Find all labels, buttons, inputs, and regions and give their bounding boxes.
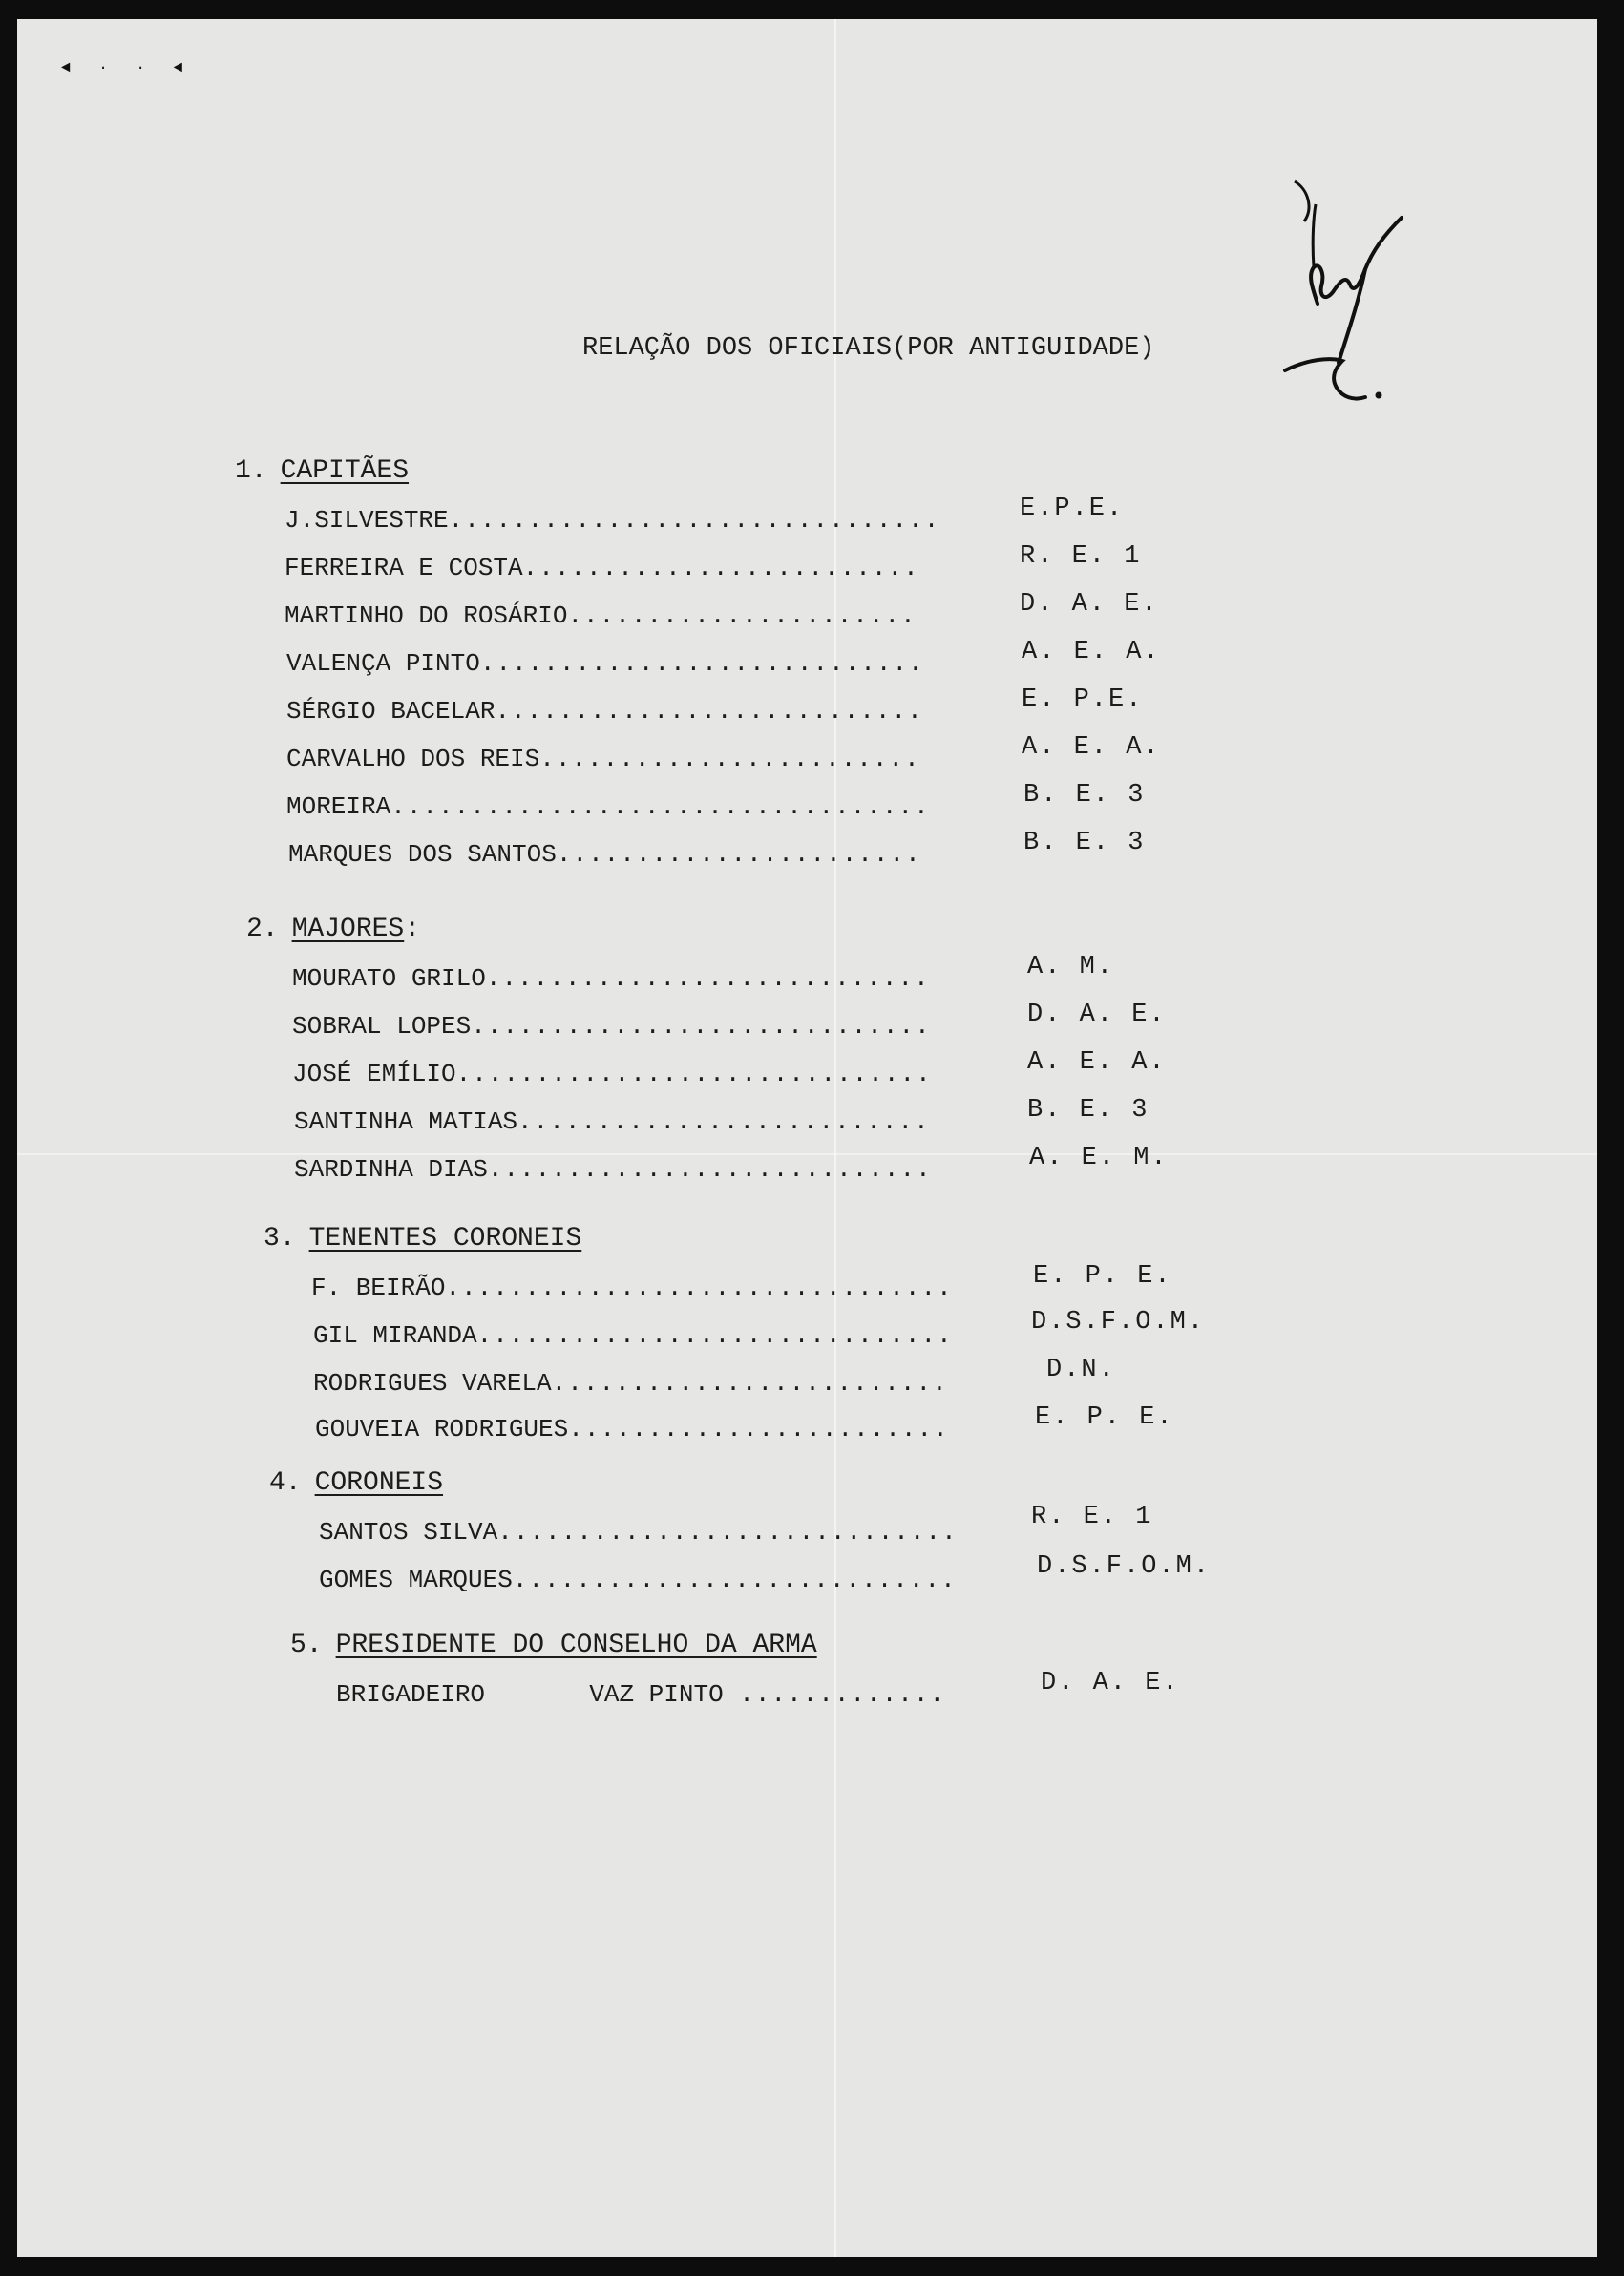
table-row	[292, 1060, 932, 1088]
officer-name: JOSÉ EMÍLIO	[292, 1060, 456, 1088]
officer-name: SÉRGIO BACELAR	[286, 697, 496, 726]
table-row	[285, 506, 939, 535]
table-row	[319, 1518, 958, 1547]
unit-code: A. E. M.	[1029, 1144, 1169, 1172]
table-row	[286, 697, 923, 726]
section-heading-3	[264, 1224, 581, 1254]
unit-code: D. A. E.	[1041, 1669, 1180, 1697]
document-page	[17, 19, 1597, 2257]
section-number: 4.	[269, 1468, 302, 1498]
leader-dots: .............	[723, 1680, 946, 1709]
officer-name: SOBRAL LOPES	[292, 1012, 472, 1041]
officer-name: VALENÇA PINTO	[286, 649, 480, 678]
leader-dots: ..............................	[455, 1060, 932, 1088]
section-number: 2.	[246, 915, 279, 944]
document-title: RELAÇÃO DOS OFICIAIS(POR ANTIGUIDADE)	[582, 334, 1155, 363]
officer-name: J.SILVESTRE	[285, 506, 449, 535]
section-heading-2	[246, 915, 420, 944]
section-heading-4	[269, 1468, 443, 1498]
section-title: TENENTES CORONEIS	[308, 1224, 582, 1254]
leader-dots: ..........................	[517, 1107, 930, 1136]
unit-code: D.N.	[1046, 1356, 1116, 1384]
table-row	[294, 1155, 932, 1184]
leader-dots: .......................	[556, 840, 921, 869]
table-row	[313, 1321, 953, 1350]
officer-name: GIL MIRANDA	[313, 1321, 477, 1350]
section-number: 3.	[264, 1224, 296, 1254]
leader-dots: ..............................	[476, 1321, 953, 1350]
table-row	[285, 601, 917, 630]
section-title: MAJORES	[291, 915, 405, 944]
officer-name: MOREIRA	[286, 792, 391, 821]
section-number: 5.	[290, 1631, 323, 1660]
officer-name: BRIGADEIRO VAZ PINTO	[336, 1680, 724, 1709]
leader-dots: .........................	[551, 1369, 948, 1398]
leader-dots: .............................	[471, 1012, 931, 1041]
section-heading-1	[235, 456, 409, 486]
unit-code: D.S.F.O.M.	[1031, 1308, 1206, 1337]
unit-code: A. E. A.	[1022, 638, 1161, 666]
officer-name: MOURATO GRILO	[292, 964, 486, 993]
unit-code: E. P.E.	[1022, 685, 1144, 714]
unit-code: D.S.F.O.M.	[1037, 1552, 1212, 1581]
leader-dots: ..................................	[390, 792, 930, 821]
unit-code: R. E. 1	[1031, 1503, 1153, 1531]
table-row	[286, 745, 920, 773]
table-row	[286, 792, 930, 821]
table-row	[311, 1274, 953, 1302]
leader-dots: ............................	[479, 649, 924, 678]
unit-code: A. E. A.	[1027, 1048, 1167, 1077]
officer-name: SANTOS SILVA	[319, 1518, 498, 1547]
leader-dots: ........................	[568, 1415, 949, 1444]
table-row	[292, 1012, 931, 1041]
officer-name: GOUVEIA RODRIGUES	[315, 1415, 569, 1444]
table-row	[288, 840, 921, 869]
leader-dots: .........................	[522, 554, 919, 582]
table-row	[319, 1566, 957, 1594]
unit-code: B. E. 3	[1027, 1096, 1149, 1125]
unit-code: R. E. 1	[1020, 542, 1142, 571]
table-row	[286, 649, 924, 678]
unit-code: A. E. A.	[1022, 733, 1161, 762]
leader-dots: ............................	[485, 964, 930, 993]
leader-dots: ...............................	[448, 506, 940, 535]
corner-marks: ◄ · · ◄	[61, 59, 193, 76]
table-row	[313, 1369, 948, 1398]
officer-name: FERREIRA E COSTA	[285, 554, 523, 582]
unit-code: D. A. E.	[1020, 590, 1159, 619]
table-row	[292, 964, 930, 993]
officer-name: MARTINHO DO ROSÁRIO	[285, 601, 568, 630]
unit-code: B. E. 3	[1023, 829, 1146, 857]
table-row	[336, 1680, 945, 1709]
table-row	[315, 1415, 949, 1444]
table-row	[294, 1107, 930, 1136]
leader-dots: ............................	[487, 1155, 932, 1184]
section-title: PRESIDENTE DO CONSELHO DA ARMA	[335, 1631, 817, 1660]
officer-name: RODRIGUES VARELA	[313, 1369, 552, 1398]
unit-code: A. M.	[1027, 953, 1115, 981]
officer-name: GOMES MARQUES	[319, 1566, 513, 1594]
section-title: CAPITÃES	[280, 456, 410, 486]
unit-code: B. E. 3	[1023, 781, 1146, 810]
table-row	[285, 554, 919, 582]
unit-code: E. P. E.	[1033, 1262, 1172, 1291]
officer-name: CARVALHO DOS REIS	[286, 745, 540, 773]
leader-dots: ............................	[512, 1566, 957, 1594]
leader-dots: ......................	[567, 601, 917, 630]
leader-dots: .............................	[497, 1518, 958, 1547]
section-heading-5	[290, 1631, 817, 1660]
officer-name: F. BEIRÃO	[311, 1274, 446, 1302]
unit-code: E. P. E.	[1035, 1403, 1174, 1432]
section-title-suffix: :	[404, 915, 421, 944]
leader-dots: ........................	[539, 745, 920, 773]
section-number: 1.	[235, 456, 267, 486]
unit-code: D. A. E.	[1027, 1001, 1167, 1029]
section-title: CORONEIS	[314, 1468, 444, 1498]
officer-name: MARQUES DOS SANTOS	[288, 840, 557, 869]
leader-dots: ...........................	[495, 697, 923, 726]
officer-name: SARDINHA DIAS	[294, 1155, 488, 1184]
unit-code: E.P.E.	[1020, 495, 1125, 523]
leader-dots: ................................	[445, 1274, 953, 1302]
handwritten-signature-icon	[1258, 162, 1430, 430]
officer-name: SANTINHA MATIAS	[294, 1107, 518, 1136]
